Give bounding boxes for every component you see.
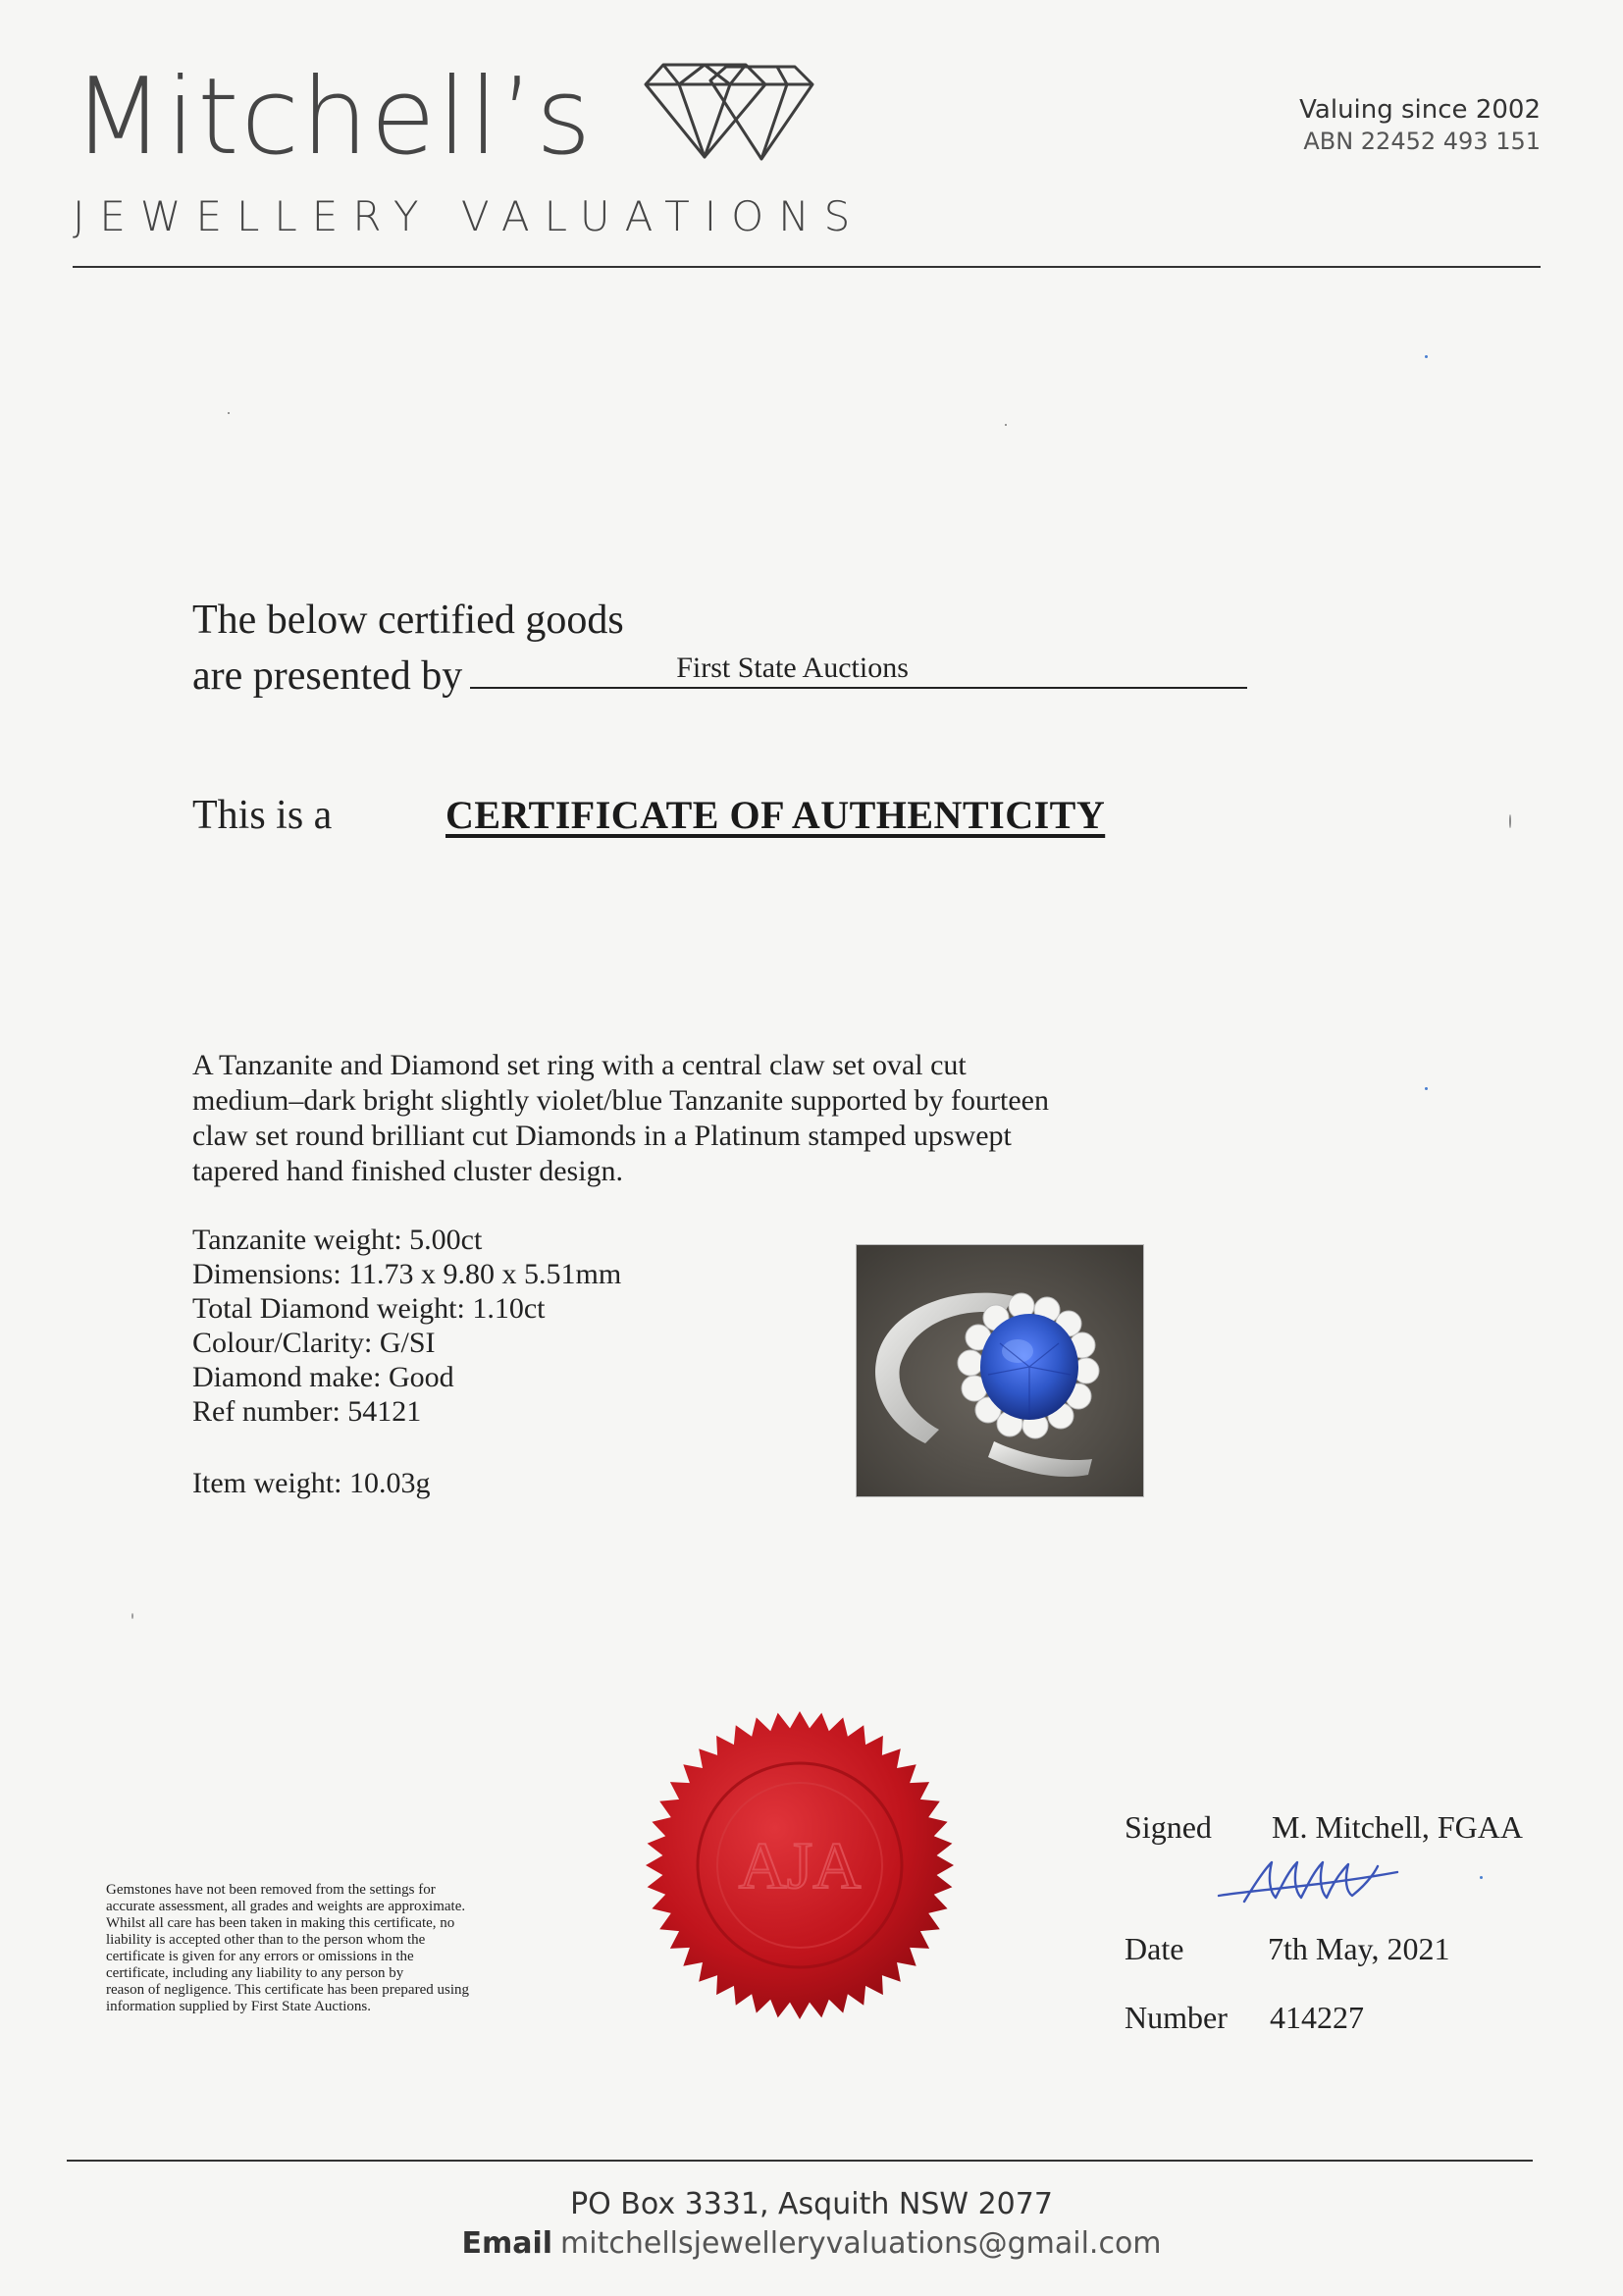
seal-monogram: AJA [738, 1828, 862, 1903]
signed-name: M. Mitchell, FGAA [1272, 1809, 1523, 1845]
description-line: claw set round brilliant cut Diamonds in a Platinum stamped upswept [192, 1120, 1012, 1152]
certificate-prefix: This is a [192, 793, 333, 838]
disclaimer-line: Gemstones have not been removed from the settings for [106, 1882, 436, 1898]
disclaimer-line: liability is accepted other than to the person whom the [106, 1932, 426, 1948]
abn-number: ABN 22452 493 151 [1303, 128, 1541, 155]
date-value: 7th May, 2021 [1268, 1931, 1450, 1966]
disclaimer-line: reason of negligence. This certificate has been prepared using [106, 1982, 469, 1998]
email-address[interactable]: mitchellsjewelleryvaluations@gmail.com [560, 2226, 1162, 2261]
footer-divider [67, 2160, 1533, 2162]
date-label: Date [1125, 1931, 1184, 1966]
handwritten-signature [1215, 1852, 1401, 1907]
scan-speck [1425, 355, 1428, 358]
number-label: Number [1125, 2000, 1228, 2035]
brand-tagline: JEWELLERY VALUATIONS [73, 192, 865, 240]
valuing-since: Valuing since 2002 [1299, 95, 1541, 125]
disclaimer-line: information supplied by First State Auctions. [106, 1999, 371, 2014]
disclaimer-line: accurate assessment, all grades and weights are approximate. [106, 1899, 466, 1914]
presented-by-label: are presented by [192, 653, 463, 699]
intro-text [192, 597, 1247, 700]
item-specs [192, 1223, 621, 1429]
item-description [192, 1048, 1174, 1189]
item-weight: Item weight: 10.03g [192, 1467, 431, 1499]
presenter-underline [470, 644, 1247, 689]
number-value: 414227 [1270, 2000, 1364, 2035]
spec-diamond-weight: Total Diamond weight: 1.10ct [192, 1292, 546, 1325]
spec-ref-number: Ref number: 54121 [192, 1395, 422, 1428]
scan-speck [1005, 424, 1007, 426]
disclaimer-line: certificate, including any liability to any person by [106, 1965, 404, 1981]
scan-speck [1509, 814, 1511, 828]
intro-line-1: The below certified goods [192, 598, 624, 643]
header-info [1217, 94, 1541, 157]
scan-speck [1425, 1087, 1428, 1090]
signed-label: Signed [1125, 1809, 1212, 1845]
email-label: Email [461, 2226, 553, 2261]
spec-dimensions: Dimensions: 11.73 x 9.80 x 5.51mm [192, 1258, 622, 1290]
wax-seal-icon [644, 1709, 956, 2021]
brand-name: Mitchell’s [73, 56, 594, 179]
intro-line-2 [192, 644, 1247, 700]
description-line: tapered hand finished cluster design. [192, 1155, 624, 1187]
footer-address: PO Box 3331, Asquith NSW 2077 [570, 2187, 1053, 2221]
diamond-outline-icon [640, 59, 816, 167]
disclaimer [106, 1882, 616, 2015]
scan-speck [228, 412, 230, 414]
description-line: medium–dark bright slightly violet/blue Tanzanite supported by fourteen [192, 1084, 1049, 1117]
certificate-title: CERTIFICATE OF AUTHENTICITY [445, 793, 1106, 837]
disclaimer-line: certificate is given for any errors or omissions in the [106, 1949, 414, 1964]
disclaimer-line: Whilst all care has been taken in making this certificate, no [106, 1915, 455, 1931]
spec-diamond-make: Diamond make: Good [192, 1361, 454, 1393]
scan-speck [131, 1613, 133, 1619]
description-line: A Tanzanite and Diamond set ring with a central claw set oval cut [192, 1049, 967, 1081]
header-divider [73, 266, 1541, 268]
footer-email [0, 2225, 1623, 2263]
spec-colour-clarity: Colour/Clarity: G/SI [192, 1327, 436, 1359]
ring-photo [856, 1244, 1144, 1497]
presenter-name: First State Auctions [676, 652, 909, 684]
spec-tanzanite-weight: Tanzanite weight: 5.00ct [192, 1224, 483, 1256]
scan-speck [1480, 1876, 1483, 1879]
